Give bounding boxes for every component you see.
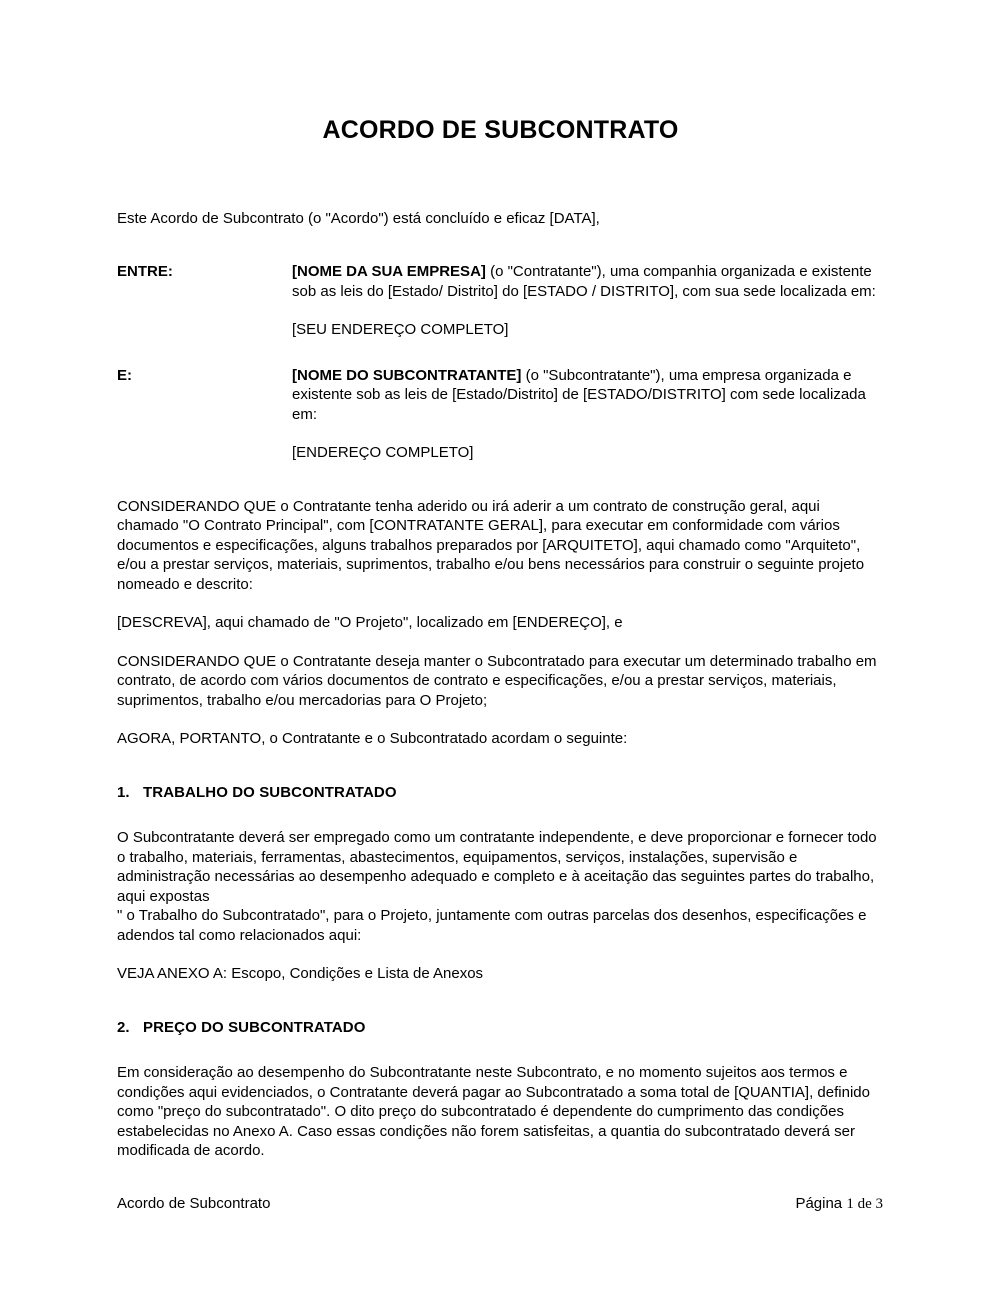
footer-page-number: 1 de 3	[846, 1196, 883, 1212]
spacer	[117, 802, 884, 828]
document-content	[117, 0, 884, 1161]
footer-page-label: Página	[795, 1195, 843, 1212]
section-1-paragraph-3: VEJA ANEXO A: Escopo, Condições e Lista de Anexos	[117, 965, 484, 983]
spacer	[117, 228, 884, 262]
spacer	[117, 945, 884, 964]
party-label-entre: ENTRE:	[117, 263, 173, 281]
party-description-contratante: (o "Contratante"), uma companhia organizada e existente sob as leis do [Estado/ Distrito] do [ESTADO / DISTRITO], com sua sede localizada em:	[292, 263, 876, 300]
intro-paragraph: Este Acordo de Subcontrato (o "Acordo") está concluído e eficaz [DATA],	[117, 209, 600, 227]
recital-paragraph-3: CONSIDERANDO QUE o Contratante deseja manter o Subcontratado para executar um determinado trabalho em contrato, de acordo com vários documentos de contrato e especificações, e/ou a prestar serviços, materiais, suprimentos, trabalho e/ou mercadorias para O Projeto;	[117, 652, 877, 709]
party-name-subcontratante: [NOME DO SUBCONTRATANTE]	[292, 366, 522, 384]
party-label-e: E:	[117, 366, 132, 384]
party-address-contratante: [SEU ENDEREÇO COMPLETO]	[292, 321, 509, 339]
party-body-contratante	[292, 262, 884, 340]
spacer	[117, 594, 884, 613]
footer-document-name: Acordo de Subcontrato	[117, 1195, 271, 1212]
spacer	[117, 633, 884, 652]
section-2-paragraph-1: Em consideração ao desempenho do Subcontratante neste Subcontrato, e no momento sujeitos aos termos e condições aqui evidenciados, o Contratante deverá pagar ao Subcontratado a soma total de [QUANTIA], definido como "preço do subcontratado". O dito preço do subcontratado é dependente do cumprimento das condições estabelecidas no Anexo A. Caso essas condições não forem satisfeitas, a quantia do subcontratado deverá ser modificada de acordo.	[117, 1064, 870, 1160]
spacer	[117, 340, 884, 366]
section-number-1: 1.	[117, 783, 130, 801]
section-title-1: TRABALHO DO SUBCONTRATADO	[143, 783, 397, 801]
party-name-contratante: [NOME DA SUA EMPRESA]	[292, 263, 486, 281]
section-1-paragraph-1: O Subcontratante deverá ser empregado como um contratante independente, e deve proporcionar e fornecer todo o trabalho, materiais, ferramentas, abastecimentos, equipamentos, serviços, instalações, supervisão e administração necessárias ao desempenho adequado e completo e à aceitação das seguintes partes do trabalho, aqui expostas	[117, 829, 877, 905]
party-block-subcontratante	[117, 366, 884, 463]
section-number-2: 2.	[117, 1018, 130, 1036]
recital-paragraph-1: CONSIDERANDO QUE o Contratante tenha aderido ou irá aderir a um contrato de construção geral, aqui chamado "O Contrato Principal", com [CONTRATANTE GERAL], para executar em conformidade com vários documentos e especificações, alguns trabalhos preparados por [ARQUITETO], aqui chamado como "Arquiteto", e/ou a prestar serviços, materiais, suprimentos, trabalho e/ou bens necessários para construir o seguinte projeto nomeado e descrito:	[117, 497, 865, 593]
party-address-subcontratante: [ENDEREÇO COMPLETO]	[292, 444, 474, 462]
section-title-2: PREÇO DO SUBCONTRATADO	[143, 1018, 366, 1036]
page-footer	[117, 1194, 883, 1214]
footer-page-indicator	[795, 1194, 883, 1214]
recital-paragraph-4: AGORA, PORTANTO, o Contratante e o Subcontratado acordam o seguinte:	[117, 730, 628, 748]
spacer	[117, 710, 884, 729]
party-block-contratante	[117, 262, 884, 340]
recital-paragraph-2: [DESCREVA], aqui chamado de "O Projeto", localizado em [ENDEREÇO], e	[117, 614, 623, 632]
spacer	[117, 749, 884, 783]
spacer	[117, 984, 884, 1018]
spacer	[117, 463, 884, 497]
section-heading-2	[117, 1018, 884, 1038]
party-body-subcontratante	[292, 366, 884, 463]
spacer	[117, 1037, 884, 1063]
section-1-paragraph-2: " o Trabalho do Subcontratado", para o Projeto, juntamente com outras parcelas dos desenhos, especificações e adendos tal como relacionados aqui:	[117, 907, 867, 944]
section-heading-1	[117, 783, 884, 803]
party-description-subcontratante: (o "Subcontratante"), uma empresa organizada e existente sob as leis de [Estado/Distrito] de [ESTADO/DISTRITO] com sede localizada em:	[292, 366, 866, 423]
page-title: ACORDO DE SUBCONTRATO	[322, 116, 679, 144]
